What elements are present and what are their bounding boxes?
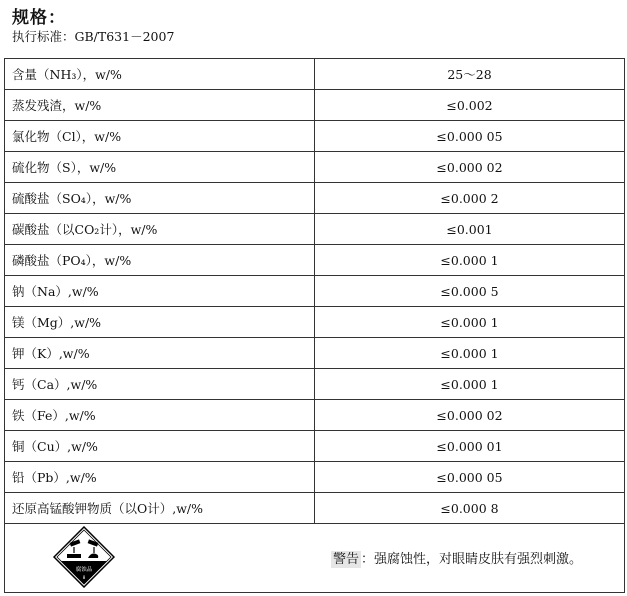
spec-value: ≤0.000 1	[315, 245, 625, 276]
spec-item: 氯化物（Cl），w/%	[5, 121, 315, 152]
spec-row	[5, 369, 625, 400]
spec-item: 硫酸盐（SO₄），w/%	[5, 183, 315, 214]
spec-heading: 规格：	[12, 8, 66, 28]
spec-value: ≤0.000 1	[315, 369, 625, 400]
spec-row	[5, 431, 625, 462]
spec-row	[5, 121, 625, 152]
warning-text	[331, 548, 582, 567]
warning-body: ：强腐蚀性，对眼睛皮肤有强烈刺激。	[361, 552, 583, 567]
spec-row	[5, 276, 625, 307]
spec-item: 磷酸盐（PO₄），w/%	[5, 245, 315, 276]
spec-value: ≤0.000 1	[315, 307, 625, 338]
corrosive-hazard-icon	[53, 526, 115, 588]
spec-item: 铁（Fe）,w/%	[5, 400, 315, 431]
spec-item: 钾（K）,w/%	[5, 338, 315, 369]
hazard-text: 腐蚀品	[75, 567, 93, 573]
hazard-class-number: 8	[82, 575, 86, 580]
spec-value: 25～28	[315, 59, 625, 90]
spec-row	[5, 245, 625, 276]
spec-item: 含量（NH₃），w/%	[5, 59, 315, 90]
spec-item: 蒸发残渣，w/%	[5, 90, 315, 121]
spec-item: 铜（Cu）,w/%	[5, 431, 315, 462]
spec-row	[5, 307, 625, 338]
spec-row	[5, 183, 625, 214]
standard-line: 执行标准：GB/T631－2007	[12, 29, 175, 44]
spec-item: 钙（Ca）,w/%	[5, 369, 315, 400]
spec-value: ≤0.000 01	[315, 431, 625, 462]
spec-item: 铅（Pb）,w/%	[5, 462, 315, 493]
spec-value: ≤0.000 8	[315, 493, 625, 524]
spec-row	[5, 400, 625, 431]
spec-value: ≤0.002	[315, 90, 625, 121]
spec-value: ≤0.001	[315, 214, 625, 245]
spec-table	[4, 58, 625, 593]
spec-item: 钠（Na）,w/%	[5, 276, 315, 307]
warning-label: 警告	[333, 552, 360, 567]
spec-value: ≤0.000 02	[315, 400, 625, 431]
spec-value: ≤0.000 02	[315, 152, 625, 183]
warning-cell	[5, 524, 625, 593]
warning-row	[5, 524, 625, 593]
spec-value: ≤0.000 2	[315, 183, 625, 214]
spec-item: 硫化物（S），w/%	[5, 152, 315, 183]
spec-row	[5, 462, 625, 493]
spec-row	[5, 59, 625, 90]
spec-row	[5, 493, 625, 524]
spec-value: ≤0.000 05	[315, 121, 625, 152]
spec-row	[5, 90, 625, 121]
spec-row	[5, 152, 625, 183]
spec-value: ≤0.000 5	[315, 276, 625, 307]
spec-item: 碳酸盐（以CO₂计），w/%	[5, 214, 315, 245]
spec-value: ≤0.000 1	[315, 338, 625, 369]
spec-item: 镁（Mg）,w/%	[5, 307, 315, 338]
spec-item: 还原高锰酸钾物质（以O计）,w/%	[5, 493, 315, 524]
spec-value: ≤0.000 05	[315, 462, 625, 493]
spec-row	[5, 214, 625, 245]
spec-row	[5, 338, 625, 369]
